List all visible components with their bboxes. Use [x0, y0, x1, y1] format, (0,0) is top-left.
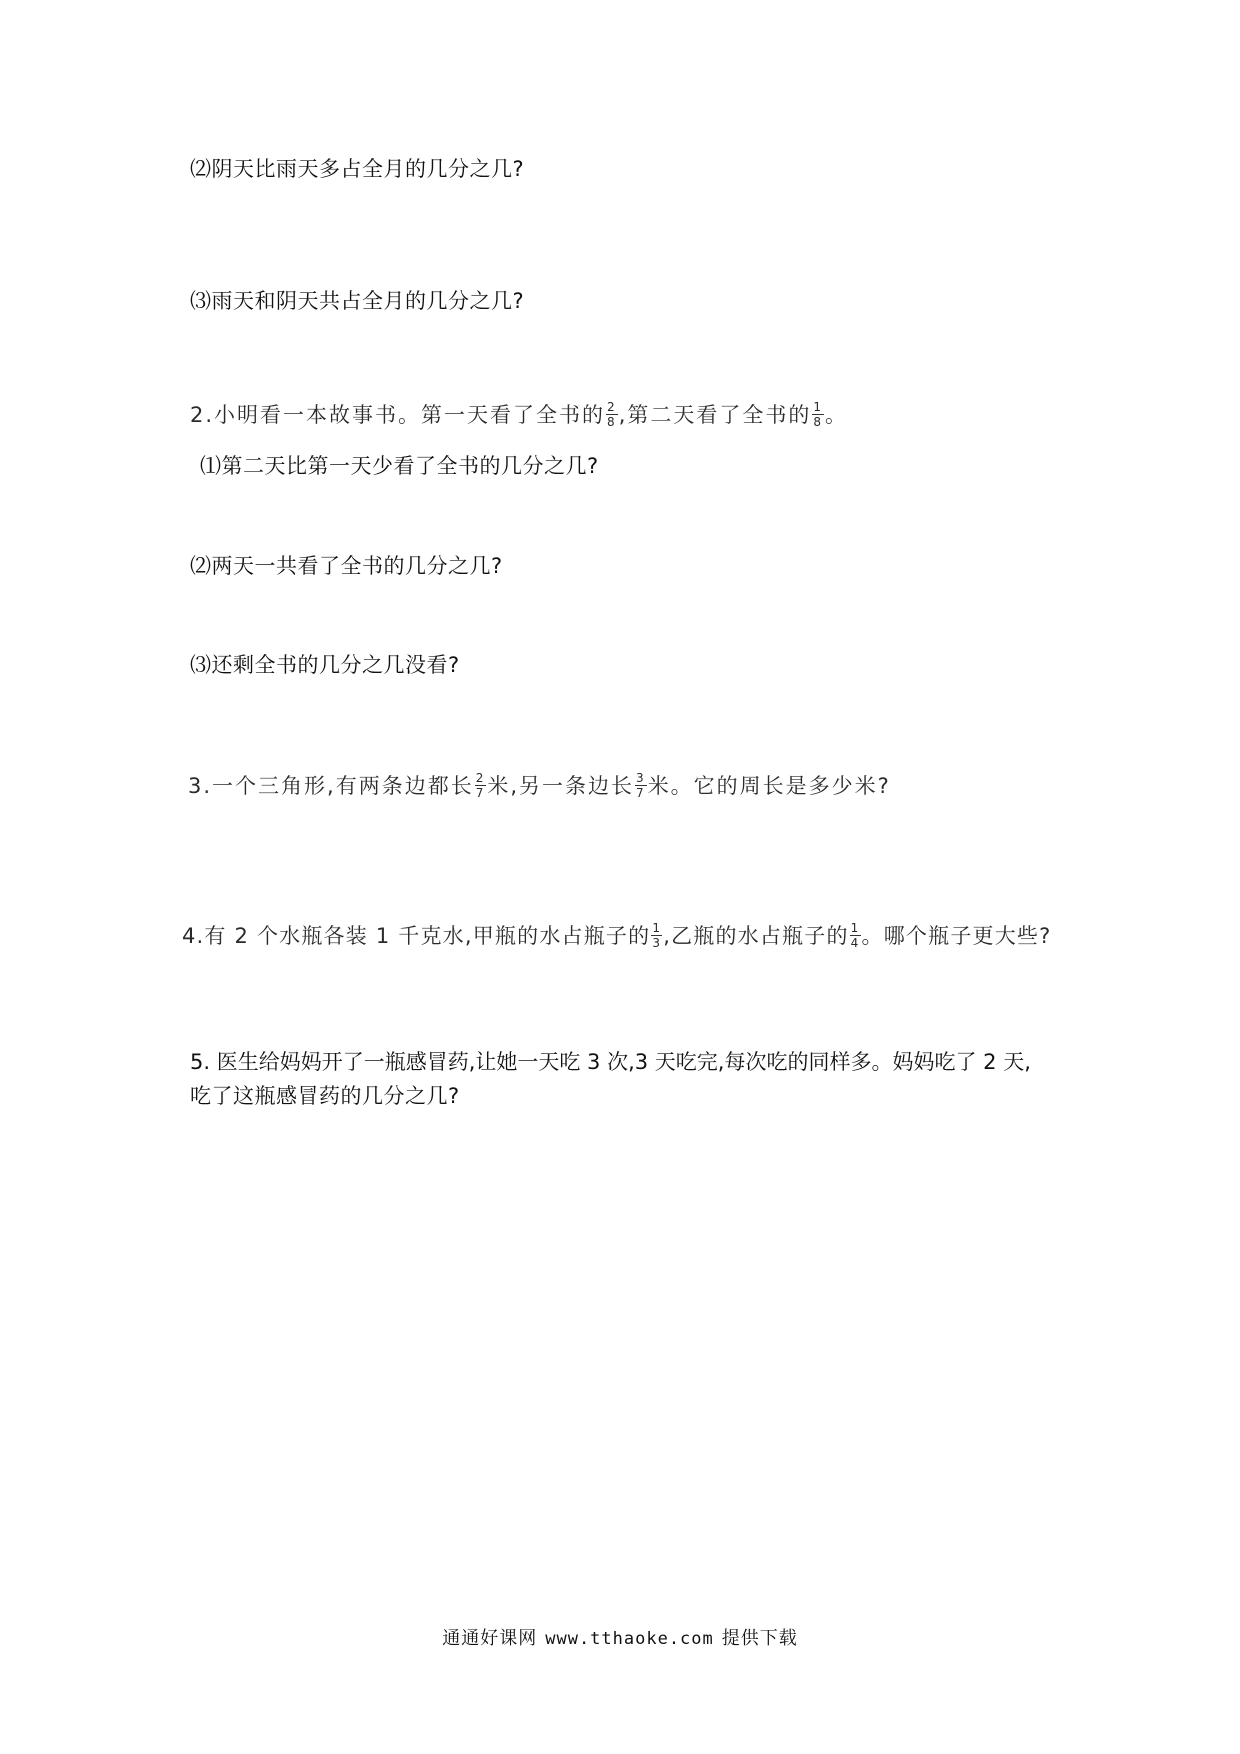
question-2-stem-text-c: 。: [825, 403, 849, 427]
question-2-stem: [190, 400, 848, 430]
question-2-part-1: ⑴第二天比第一天少看了全书的几分之几?: [200, 454, 599, 478]
question-4-text-a: 4.有 2 个水瓶各装 1 千克水,甲瓶的水占瓶子的: [182, 924, 651, 948]
footer-url[interactable]: www.tthaoke.com: [545, 1629, 714, 1649]
fraction-one-eighth: [812, 401, 824, 428]
fraction-numerator: 1: [813, 399, 824, 414]
fraction-numerator: 2: [475, 770, 486, 785]
fraction-three-sevenths: [635, 772, 647, 799]
fraction-two-eighths: [606, 401, 618, 428]
fraction-numerator: 1: [652, 920, 662, 935]
question-3-text-a: 3.一个三角形,有两条边都长: [188, 774, 474, 798]
footer-suffix: 提供下载: [721, 1628, 798, 1649]
question-2-stem-text-b: ,第二天看了全书的: [618, 403, 812, 427]
question-2-part-3: ⑶还剩全书的几分之几没看?: [190, 653, 460, 677]
fraction-denominator: 8: [813, 414, 824, 429]
fraction-denominator: 8: [607, 414, 617, 429]
fraction-numerator: 2: [607, 399, 617, 414]
footer-site-name: 通通好课网: [442, 1628, 538, 1649]
fraction-one-third: [651, 922, 662, 949]
question-4-text-b: ,乙瓶的水占瓶子的: [663, 924, 849, 948]
question-5-line-1: 5. 医生给妈妈开了一瓶感冒药,让她一天吃 3 次,3 天吃完,每次吃的同样多。妈妈吃了 2 天,: [190, 1050, 1031, 1074]
fraction-denominator: 7: [636, 785, 646, 800]
page-footer: [0, 1626, 1240, 1652]
question-4: [182, 921, 1051, 951]
question-3-text-b: 米,另一条边长: [487, 774, 635, 798]
question-3: [188, 771, 891, 801]
question-2-part-2: ⑵两天一共看了全书的几分之几?: [190, 554, 503, 578]
fraction-two-sevenths: [475, 772, 487, 799]
fraction-denominator: 7: [475, 785, 486, 800]
question-5-line-2: 吃了这瓶感冒药的几分之几?: [190, 1084, 460, 1108]
fraction-one-quarter: [850, 922, 861, 949]
question-1-part-3: ⑶雨天和阴天共占全月的几分之几?: [190, 289, 525, 313]
question-1-part-2: ⑵阴天比雨天多占全月的几分之几?: [190, 157, 525, 181]
fraction-denominator: 3: [652, 935, 662, 950]
question-4-text-c: 。哪个瓶子更大些?: [861, 924, 1052, 948]
question-3-text-c: 米。它的周长是多少米?: [647, 774, 891, 798]
fraction-denominator: 4: [850, 935, 860, 950]
fraction-numerator: 3: [636, 770, 646, 785]
question-2-stem-text-a: 2.小明看一本故事书。第一天看了全书的: [190, 403, 606, 427]
fraction-numerator: 1: [850, 920, 860, 935]
